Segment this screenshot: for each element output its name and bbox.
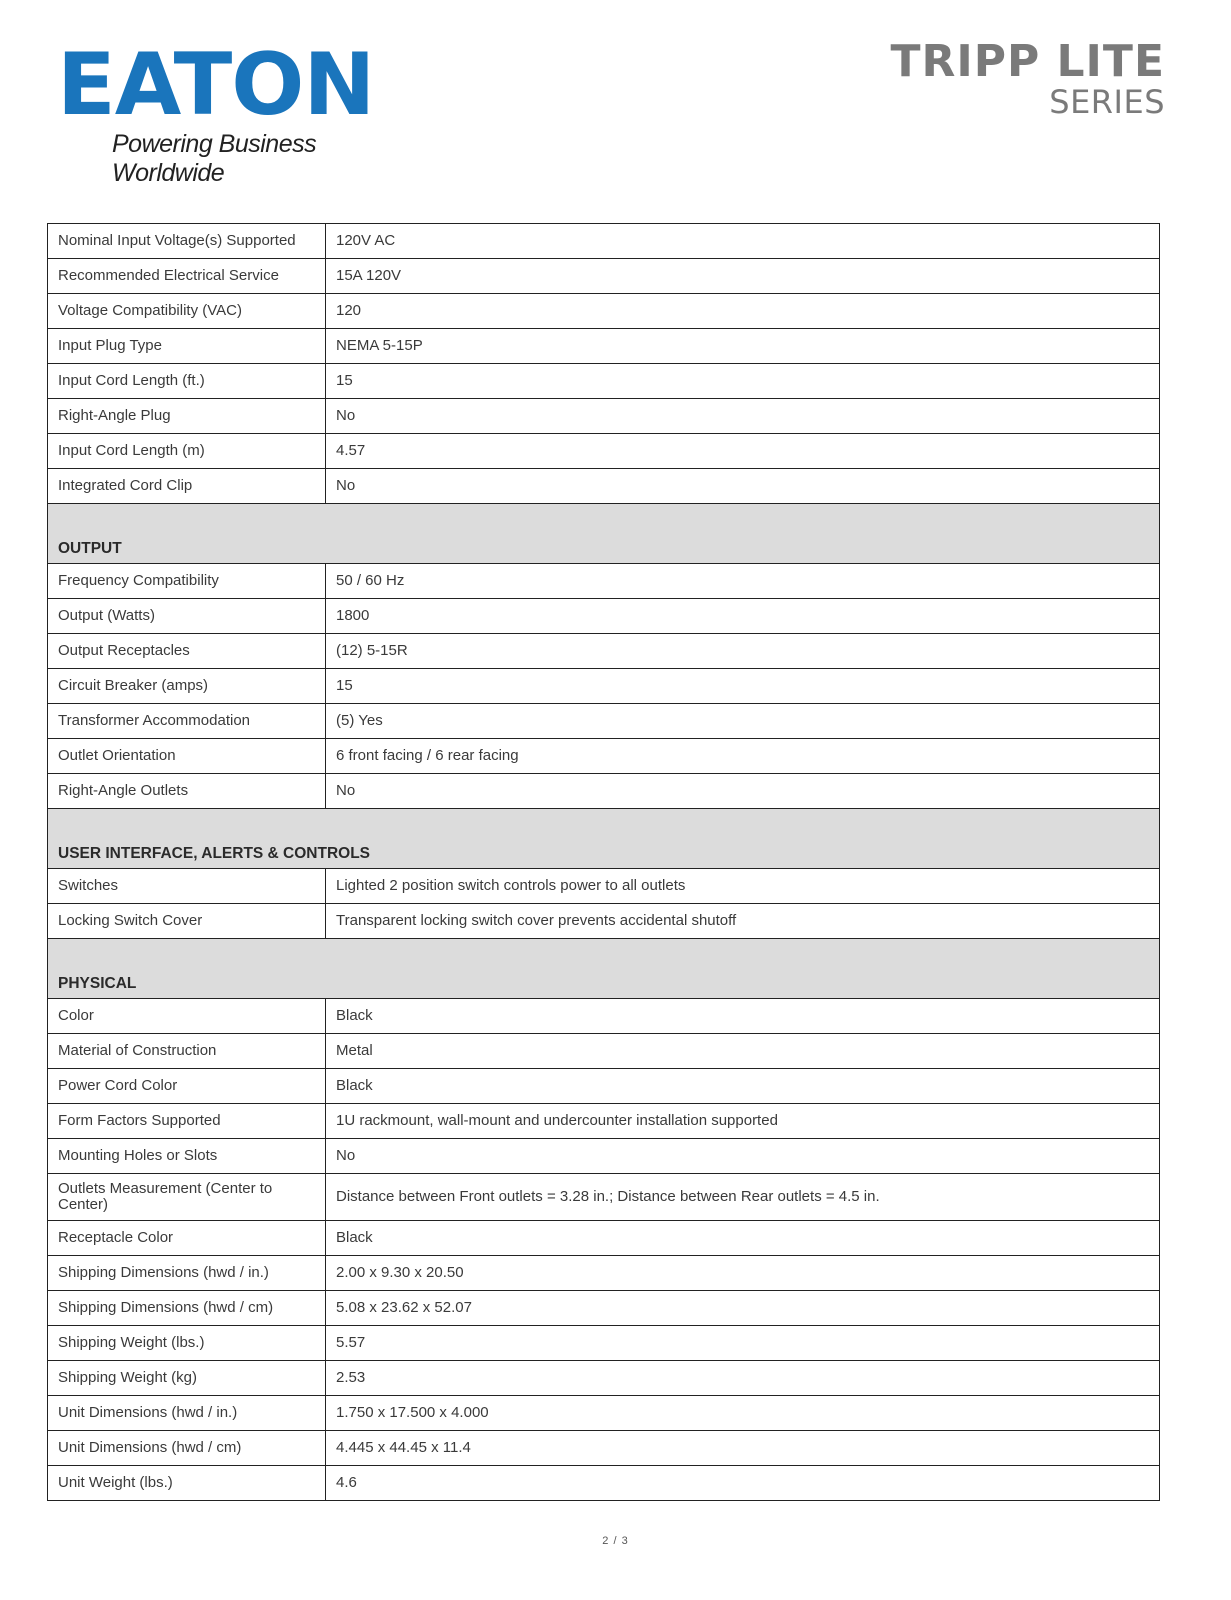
spec-label: Mounting Holes or Slots — [48, 1139, 326, 1174]
spec-row — [48, 739, 1160, 774]
spec-value: 15A 120V — [326, 259, 1160, 294]
spec-label: Unit Weight (lbs.) — [48, 1466, 326, 1501]
spec-value: Metal — [326, 1034, 1160, 1069]
spec-label: Unit Dimensions (hwd / cm) — [48, 1431, 326, 1466]
spec-value: 2.53 — [326, 1361, 1160, 1396]
spec-value: No — [326, 399, 1160, 434]
spec-label: Switches — [48, 869, 326, 904]
spec-row — [48, 1466, 1160, 1501]
spec-row — [48, 259, 1160, 294]
tripp-lite-series: SERIES — [1049, 83, 1165, 121]
spec-row — [48, 1069, 1160, 1104]
section-output — [48, 504, 1160, 564]
page-number: 2 / 3 — [602, 1535, 629, 1547]
spec-row — [48, 1174, 1160, 1221]
spec-row — [48, 399, 1160, 434]
spec-row — [48, 469, 1160, 504]
spec-value: Black — [326, 1221, 1160, 1256]
spec-label: Shipping Weight (lbs.) — [48, 1326, 326, 1361]
spec-row — [48, 1104, 1160, 1139]
spec-value: 4.6 — [326, 1466, 1160, 1501]
tripp-lite-wordmark: TRIPP LITE — [890, 36, 1165, 87]
spec-label: Shipping Dimensions (hwd / cm) — [48, 1291, 326, 1326]
spec-value: 1.750 x 17.500 x 4.000 — [326, 1396, 1160, 1431]
spec-value: 6 front facing / 6 rear facing — [326, 739, 1160, 774]
spec-label: Color — [48, 999, 326, 1034]
spec-value: Distance between Front outlets = 3.28 in.; Distance between Rear outlets = 4.5 in. — [326, 1174, 1160, 1221]
spec-label: Voltage Compatibility (VAC) — [48, 294, 326, 329]
spec-label: Output (Watts) — [48, 599, 326, 634]
spec-label: Shipping Dimensions (hwd / in.) — [48, 1256, 326, 1291]
spec-row — [48, 1139, 1160, 1174]
spec-row — [48, 1034, 1160, 1069]
spec-row — [48, 1431, 1160, 1466]
spec-value: Black — [326, 1069, 1160, 1104]
spec-row — [48, 1221, 1160, 1256]
spec-label: Power Cord Color — [48, 1069, 326, 1104]
section-title: USER INTERFACE, ALERTS & CONTROLS — [48, 809, 1160, 869]
section-title: PHYSICAL — [48, 939, 1160, 999]
spec-row — [48, 599, 1160, 634]
spec-table — [47, 223, 1160, 1501]
section-physical — [48, 939, 1160, 999]
spec-row — [48, 364, 1160, 399]
spec-value: Black — [326, 999, 1160, 1034]
spec-value: 120V AC — [326, 224, 1160, 259]
spec-label: Material of Construction — [48, 1034, 326, 1069]
spec-label: Form Factors Supported — [48, 1104, 326, 1139]
spec-label: Outlet Orientation — [48, 739, 326, 774]
spec-row — [48, 774, 1160, 809]
spec-row — [48, 294, 1160, 329]
spec-row — [48, 1326, 1160, 1361]
spec-row — [48, 1396, 1160, 1431]
spec-value: No — [326, 1139, 1160, 1174]
spec-row — [48, 634, 1160, 669]
eaton-wordmark: EATON — [57, 35, 375, 135]
eaton-tagline: Powering Business Worldwide — [112, 130, 317, 187]
spec-label: Recommended Electrical Service — [48, 259, 326, 294]
spec-table-body — [48, 224, 1160, 1501]
spec-value: 5.08 x 23.62 x 52.07 — [326, 1291, 1160, 1326]
spec-label: Input Cord Length (m) — [48, 434, 326, 469]
spec-label: Receptacle Color — [48, 1221, 326, 1256]
spec-value: No — [326, 774, 1160, 809]
spec-label: Right-Angle Outlets — [48, 774, 326, 809]
section-title: OUTPUT — [48, 504, 1160, 564]
spec-row — [48, 1256, 1160, 1291]
spec-row — [48, 904, 1160, 939]
spec-row — [48, 1361, 1160, 1396]
spec-value: 50 / 60 Hz — [326, 564, 1160, 599]
spec-value: Transparent locking switch cover prevents accidental shutoff — [326, 904, 1160, 939]
spec-row — [48, 329, 1160, 364]
spec-label: Circuit Breaker (amps) — [48, 669, 326, 704]
spec-value: (5) Yes — [326, 704, 1160, 739]
spec-value: 4.57 — [326, 434, 1160, 469]
spec-value: 4.445 x 44.45 x 11.4 — [326, 1431, 1160, 1466]
spec-label: Shipping Weight (kg) — [48, 1361, 326, 1396]
spec-row — [48, 704, 1160, 739]
spec-row — [48, 999, 1160, 1034]
eaton-logo — [57, 35, 417, 187]
spec-value: 120 — [326, 294, 1160, 329]
spec-value: 15 — [326, 669, 1160, 704]
spec-row — [48, 564, 1160, 599]
spec-label: Input Cord Length (ft.) — [48, 364, 326, 399]
spec-value: 1U rackmount, wall-mount and undercounter installation supported — [326, 1104, 1160, 1139]
spec-value: 1800 — [326, 599, 1160, 634]
spec-value: 2.00 x 9.30 x 20.50 — [326, 1256, 1160, 1291]
spec-value: No — [326, 469, 1160, 504]
spec-row — [48, 669, 1160, 704]
spec-row — [48, 434, 1160, 469]
spec-label: Input Plug Type — [48, 329, 326, 364]
spec-value: Lighted 2 position switch controls power to all outlets — [326, 869, 1160, 904]
spec-row — [48, 1291, 1160, 1326]
spec-label: Right-Angle Plug — [48, 399, 326, 434]
tripp-lite-logo — [890, 36, 1165, 121]
spec-label: Unit Dimensions (hwd / in.) — [48, 1396, 326, 1431]
spec-value: 5.57 — [326, 1326, 1160, 1361]
spec-label: Integrated Cord Clip — [48, 469, 326, 504]
spec-row — [48, 224, 1160, 259]
spec-label: Frequency Compatibility — [48, 564, 326, 599]
spec-label: Nominal Input Voltage(s) Supported — [48, 224, 326, 259]
spec-label: Locking Switch Cover — [48, 904, 326, 939]
spec-label: Output Receptacles — [48, 634, 326, 669]
spec-value: NEMA 5-15P — [326, 329, 1160, 364]
spec-row — [48, 869, 1160, 904]
section-user-interface — [48, 809, 1160, 869]
spec-value: (12) 5-15R — [326, 634, 1160, 669]
spec-label: Transformer Accommodation — [48, 704, 326, 739]
spec-label: Outlets Measurement (Center to Center) — [48, 1174, 326, 1221]
spec-value: 15 — [326, 364, 1160, 399]
